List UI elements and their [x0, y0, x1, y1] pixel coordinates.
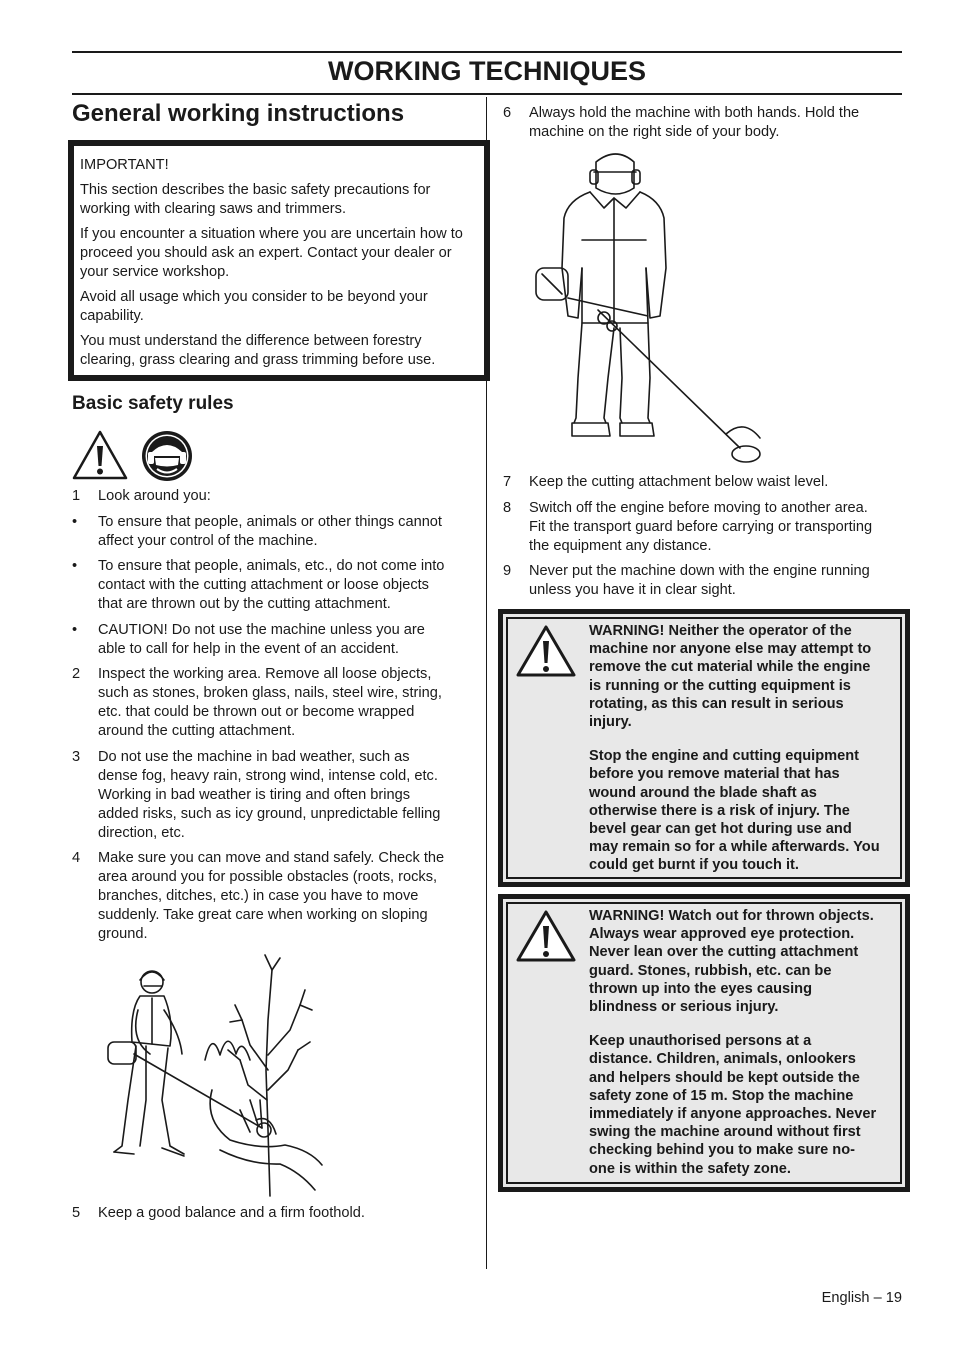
bullet: •	[72, 514, 78, 530]
list-item	[503, 104, 903, 144]
item-number: 3	[72, 749, 81, 765]
warning-line: safety zone of 15 m. Stop the machine	[589, 1087, 854, 1104]
warning-line: WARNING! Watch out for thrown objects.	[589, 908, 874, 924]
illustration-trimming-slope	[100, 950, 330, 1200]
item-text: Make sure you can move and stand safely. Check the	[98, 850, 445, 866]
item-text: dense fog, heavy rain, strong wind, intense cold, etc.	[98, 768, 438, 784]
bullet: •	[72, 558, 78, 574]
important-label: IMPORTANT!	[80, 157, 169, 173]
warning-line: could get burnt if you touch it.	[589, 857, 799, 874]
warning-line: blindness or serious injury.	[589, 999, 779, 1016]
item-text: branches, ditches, etc.) in case you have to move	[98, 888, 419, 904]
list-item	[72, 513, 472, 553]
warning-line: swing the machine around without first	[589, 1124, 861, 1141]
item-text: Inspect the working area. Remove all loose objects,	[98, 666, 432, 682]
item-number: 2	[72, 666, 81, 682]
item-text: To ensure that people, animals, etc., do not come into	[98, 558, 445, 574]
item-number: 6	[503, 105, 512, 121]
warning-line: rotating, as this can result in serious	[589, 695, 844, 712]
item-text: CAUTION! Do not use the machine unless you are	[98, 622, 425, 638]
important-paragraph: This section describes the basic safety precautions for working with clearing saws and trimmers.	[80, 182, 431, 217]
item-text: Fit the transport guard before carrying or transporting	[529, 519, 873, 535]
warning-line: may remain so for a while afterwards. You	[589, 839, 880, 856]
item-number: 5	[72, 1205, 81, 1221]
warning-line: Never lean over the cutting attachment	[589, 944, 859, 961]
list-item	[72, 557, 472, 617]
item-number: 1	[72, 488, 81, 504]
warning-triangle-icon	[72, 430, 128, 480]
item-text: suddenly. Take great care when working on sloping	[98, 907, 428, 923]
item-text: Switch off the engine before moving to another area.	[529, 500, 868, 516]
list-item	[72, 665, 472, 743]
item-text: affect your control of the machine.	[98, 533, 318, 549]
warning-line: is running or the cutting equipment is	[589, 677, 851, 694]
warning-triangle-icon	[515, 909, 577, 963]
item-text: such as stones, broken glass, nails, steel wire, string,	[98, 685, 442, 701]
item-number: 4	[72, 850, 81, 866]
warning-line: before you remove material that has	[589, 766, 840, 783]
item-text: around the cutting attachment.	[98, 723, 296, 739]
item-text: able to call for help in the event of an accident.	[98, 641, 399, 657]
item-text: direction, etc.	[98, 825, 185, 841]
item-text: ground.	[98, 926, 148, 942]
important-notice-box	[68, 140, 490, 381]
warning-line: and helpers should be kept outside the	[589, 1069, 860, 1086]
item-text: Working in bad weather is tiring and often brings	[98, 787, 411, 803]
warning-line: remove the cut material while the engine	[589, 659, 871, 676]
warning-paragraph	[589, 1032, 901, 1178]
item-text: that are thrown out by the cutting attachment.	[98, 596, 391, 612]
item-text: Keep the cutting attachment below waist level.	[529, 474, 829, 490]
header-top-rule	[72, 51, 902, 53]
warning-triangle-icon	[515, 624, 577, 678]
page-number: English – 19	[821, 1290, 902, 1306]
warning-text	[589, 907, 901, 1178]
item-text: To ensure that people, animals or other things cannot	[98, 514, 442, 530]
item-text: added risks, such as icy ground, unpredictable felling	[98, 806, 441, 822]
item-text: unless you have it in clear sight.	[529, 582, 736, 598]
item-text: the equipment any distance.	[529, 538, 712, 554]
warning-line: guard. Stones, rubbish, etc. can be	[589, 962, 832, 979]
warning-line: Always wear approved eye protection.	[589, 926, 855, 943]
warning-line: Stop the engine and cutting equipment	[589, 748, 859, 765]
header-bottom-rule	[72, 93, 902, 95]
warning-line: otherwise there is a risk of injury. The	[589, 802, 850, 819]
item-text: Look around you:	[98, 488, 211, 504]
page-header-title: WORKING TECHNIQUES	[327, 56, 646, 86]
warning-line: injury.	[589, 714, 632, 731]
warning-box	[498, 894, 910, 1192]
warning-line: machine nor anyone else may attempt to	[589, 641, 872, 658]
item-text: Never put the machine down with the engine running	[529, 563, 870, 579]
warning-line: distance. Children, animals, onlookers	[589, 1051, 856, 1068]
item-text: etc. that could be thrown out or become wrapped	[98, 704, 415, 720]
subsection-heading: Basic safety rules	[72, 393, 234, 414]
protective-gear-icon	[141, 430, 193, 482]
item-number: 8	[503, 500, 512, 516]
list-item	[503, 562, 903, 602]
important-paragraph: If you encounter a situation where you are uncertain how to proceed you should ask an expert. Contact your dealer or your service workshop.	[80, 226, 463, 280]
warning-line: one is within the safety zone.	[589, 1160, 791, 1177]
warning-line: checking behind you to make sure no-	[589, 1142, 855, 1159]
item-text: area around you for possible obstacles (roots, rocks,	[98, 869, 438, 885]
item-text: Always hold the machine with both hands. Hold the	[529, 105, 860, 121]
list-item	[72, 621, 472, 661]
item-number: 9	[503, 563, 512, 579]
warning-line: thrown up into the eyes causing	[589, 980, 812, 997]
section-heading: General working instructions	[72, 100, 405, 127]
list-item	[72, 748, 472, 844]
warning-line: bevel gear can get hot during use and	[589, 821, 852, 838]
warning-paragraph	[589, 907, 901, 1016]
warning-paragraph	[589, 622, 901, 731]
list-item	[503, 499, 903, 559]
warning-text	[589, 622, 901, 875]
item-text: contact with the cutting attachment or loose objects	[98, 577, 429, 593]
warning-box	[498, 609, 910, 887]
illustration-holding-trimmer	[528, 148, 778, 470]
bullet: •	[72, 622, 78, 638]
warning-line: Keep unauthorised persons at a	[589, 1033, 812, 1050]
item-text: Keep a good balance and a firm foothold.	[98, 1205, 365, 1221]
warning-line: immediately if anyone approaches. Never	[589, 1106, 877, 1123]
warning-line: wound around the blade shaft as	[589, 784, 817, 801]
list-item	[72, 849, 472, 945]
item-text: machine on the right side of your body.	[529, 124, 780, 140]
item-number: 7	[503, 474, 512, 490]
warning-line: WARNING! Neither the operator of the	[589, 623, 852, 639]
item-text: Do not use the machine in bad weather, such as	[98, 749, 410, 765]
important-paragraph: Avoid all usage which you consider to be beyond your capability.	[80, 289, 428, 324]
important-paragraph: You must understand the difference between forestry clearing, grass clearing and grass trimming before use.	[80, 333, 436, 368]
warning-paragraph	[589, 747, 901, 874]
